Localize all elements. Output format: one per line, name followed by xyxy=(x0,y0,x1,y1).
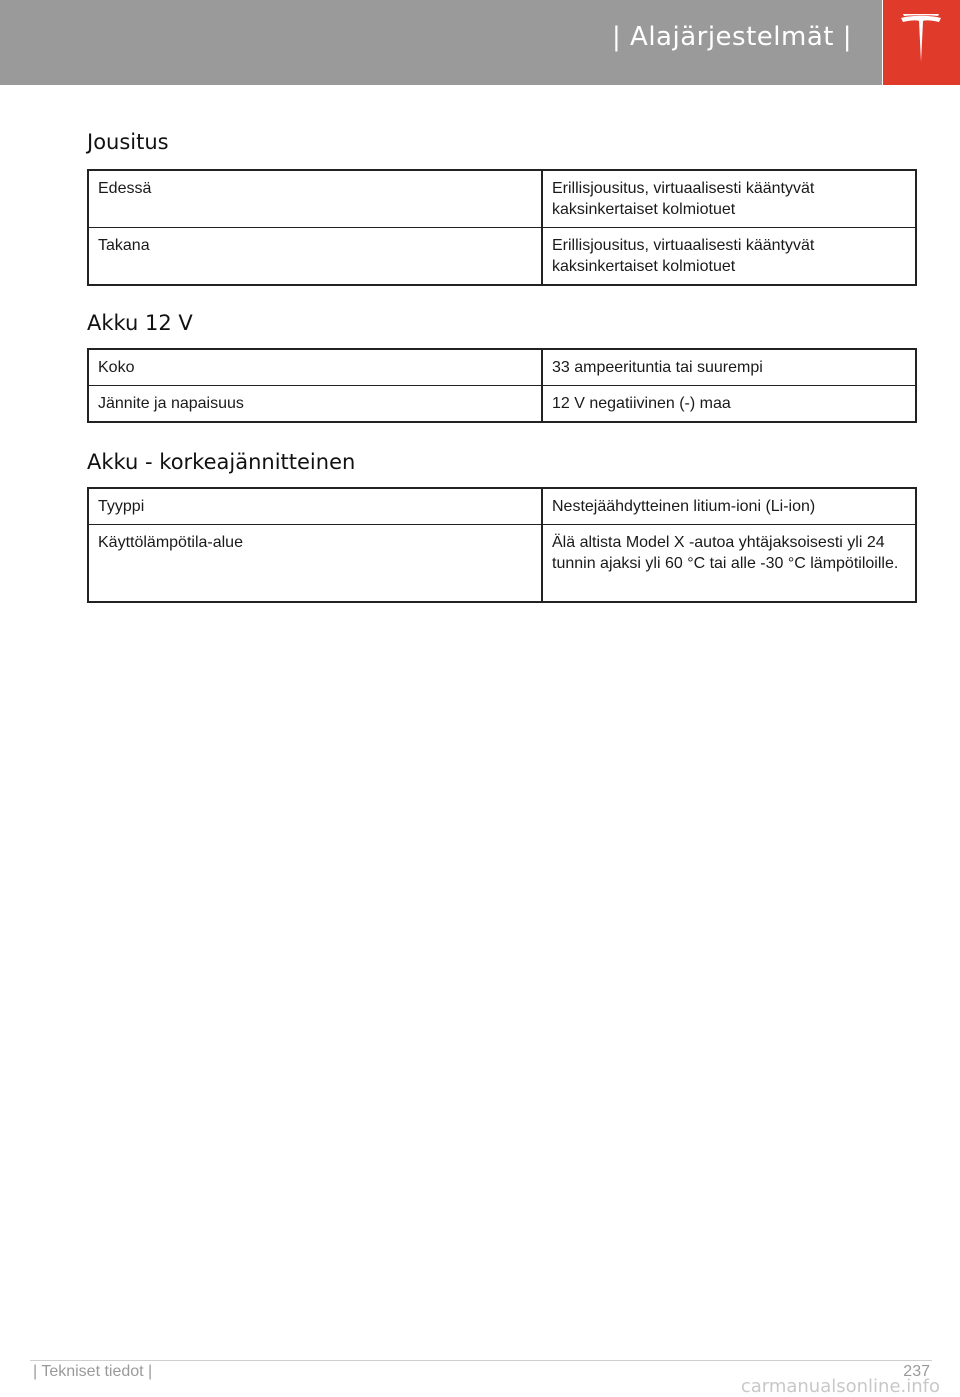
watermark: carmanualsonline.info xyxy=(740,1376,940,1397)
spec-table xyxy=(87,169,917,286)
section-title: Jousitus xyxy=(87,130,169,154)
row-key: Jännite ja napaisuus xyxy=(88,386,542,423)
table-row xyxy=(88,349,916,386)
section-title: Akku 12 V xyxy=(87,311,193,335)
section-akku-12v xyxy=(87,311,917,423)
brand-logo-box xyxy=(883,0,960,85)
row-key: Takana xyxy=(88,228,542,286)
row-value: Nestejäähdytteinen litium-ioni (Li-ion) xyxy=(542,488,916,525)
table-row xyxy=(88,386,916,423)
table-row xyxy=(88,228,916,286)
section-title: Akku - korkeajännitteinen xyxy=(87,450,356,474)
page-number: 237 xyxy=(903,1363,930,1380)
row-value: Älä altista Model X -autoa yhtäjaksoisesti yli 24 tunnin ajaksi yli 60 °C tai alle -30 °C lämpötiloille. xyxy=(542,525,916,602)
table-row xyxy=(88,488,916,525)
table-row xyxy=(88,525,916,602)
row-key: Edessä xyxy=(88,170,542,228)
spec-table xyxy=(87,487,917,603)
row-key: Käyttölämpötila-alue xyxy=(88,525,542,602)
section-akku-korkeajannitteinen xyxy=(87,450,917,603)
row-value: 12 V negatiivinen (-) maa xyxy=(542,386,916,423)
footer-section-label: | Tekniset tiedot | xyxy=(33,1363,153,1380)
table-row xyxy=(88,170,916,228)
tesla-logo-icon xyxy=(899,14,943,66)
section-jousitus xyxy=(87,130,917,286)
spec-table xyxy=(87,348,917,423)
row-value: 33 ampeerituntia tai suurempi xyxy=(542,349,916,386)
footer-divider xyxy=(30,1360,932,1361)
page-header-title: | Alajärjestelmät | xyxy=(612,22,852,52)
row-key: Koko xyxy=(88,349,542,386)
row-key: Tyyppi xyxy=(88,488,542,525)
row-value: Erillisjousitus, virtuaalisesti kääntyvät kaksinkertaiset kolmiotuet xyxy=(542,228,916,286)
row-value: Erillisjousitus, virtuaalisesti kääntyvät kaksinkertaiset kolmiotuet xyxy=(542,170,916,228)
